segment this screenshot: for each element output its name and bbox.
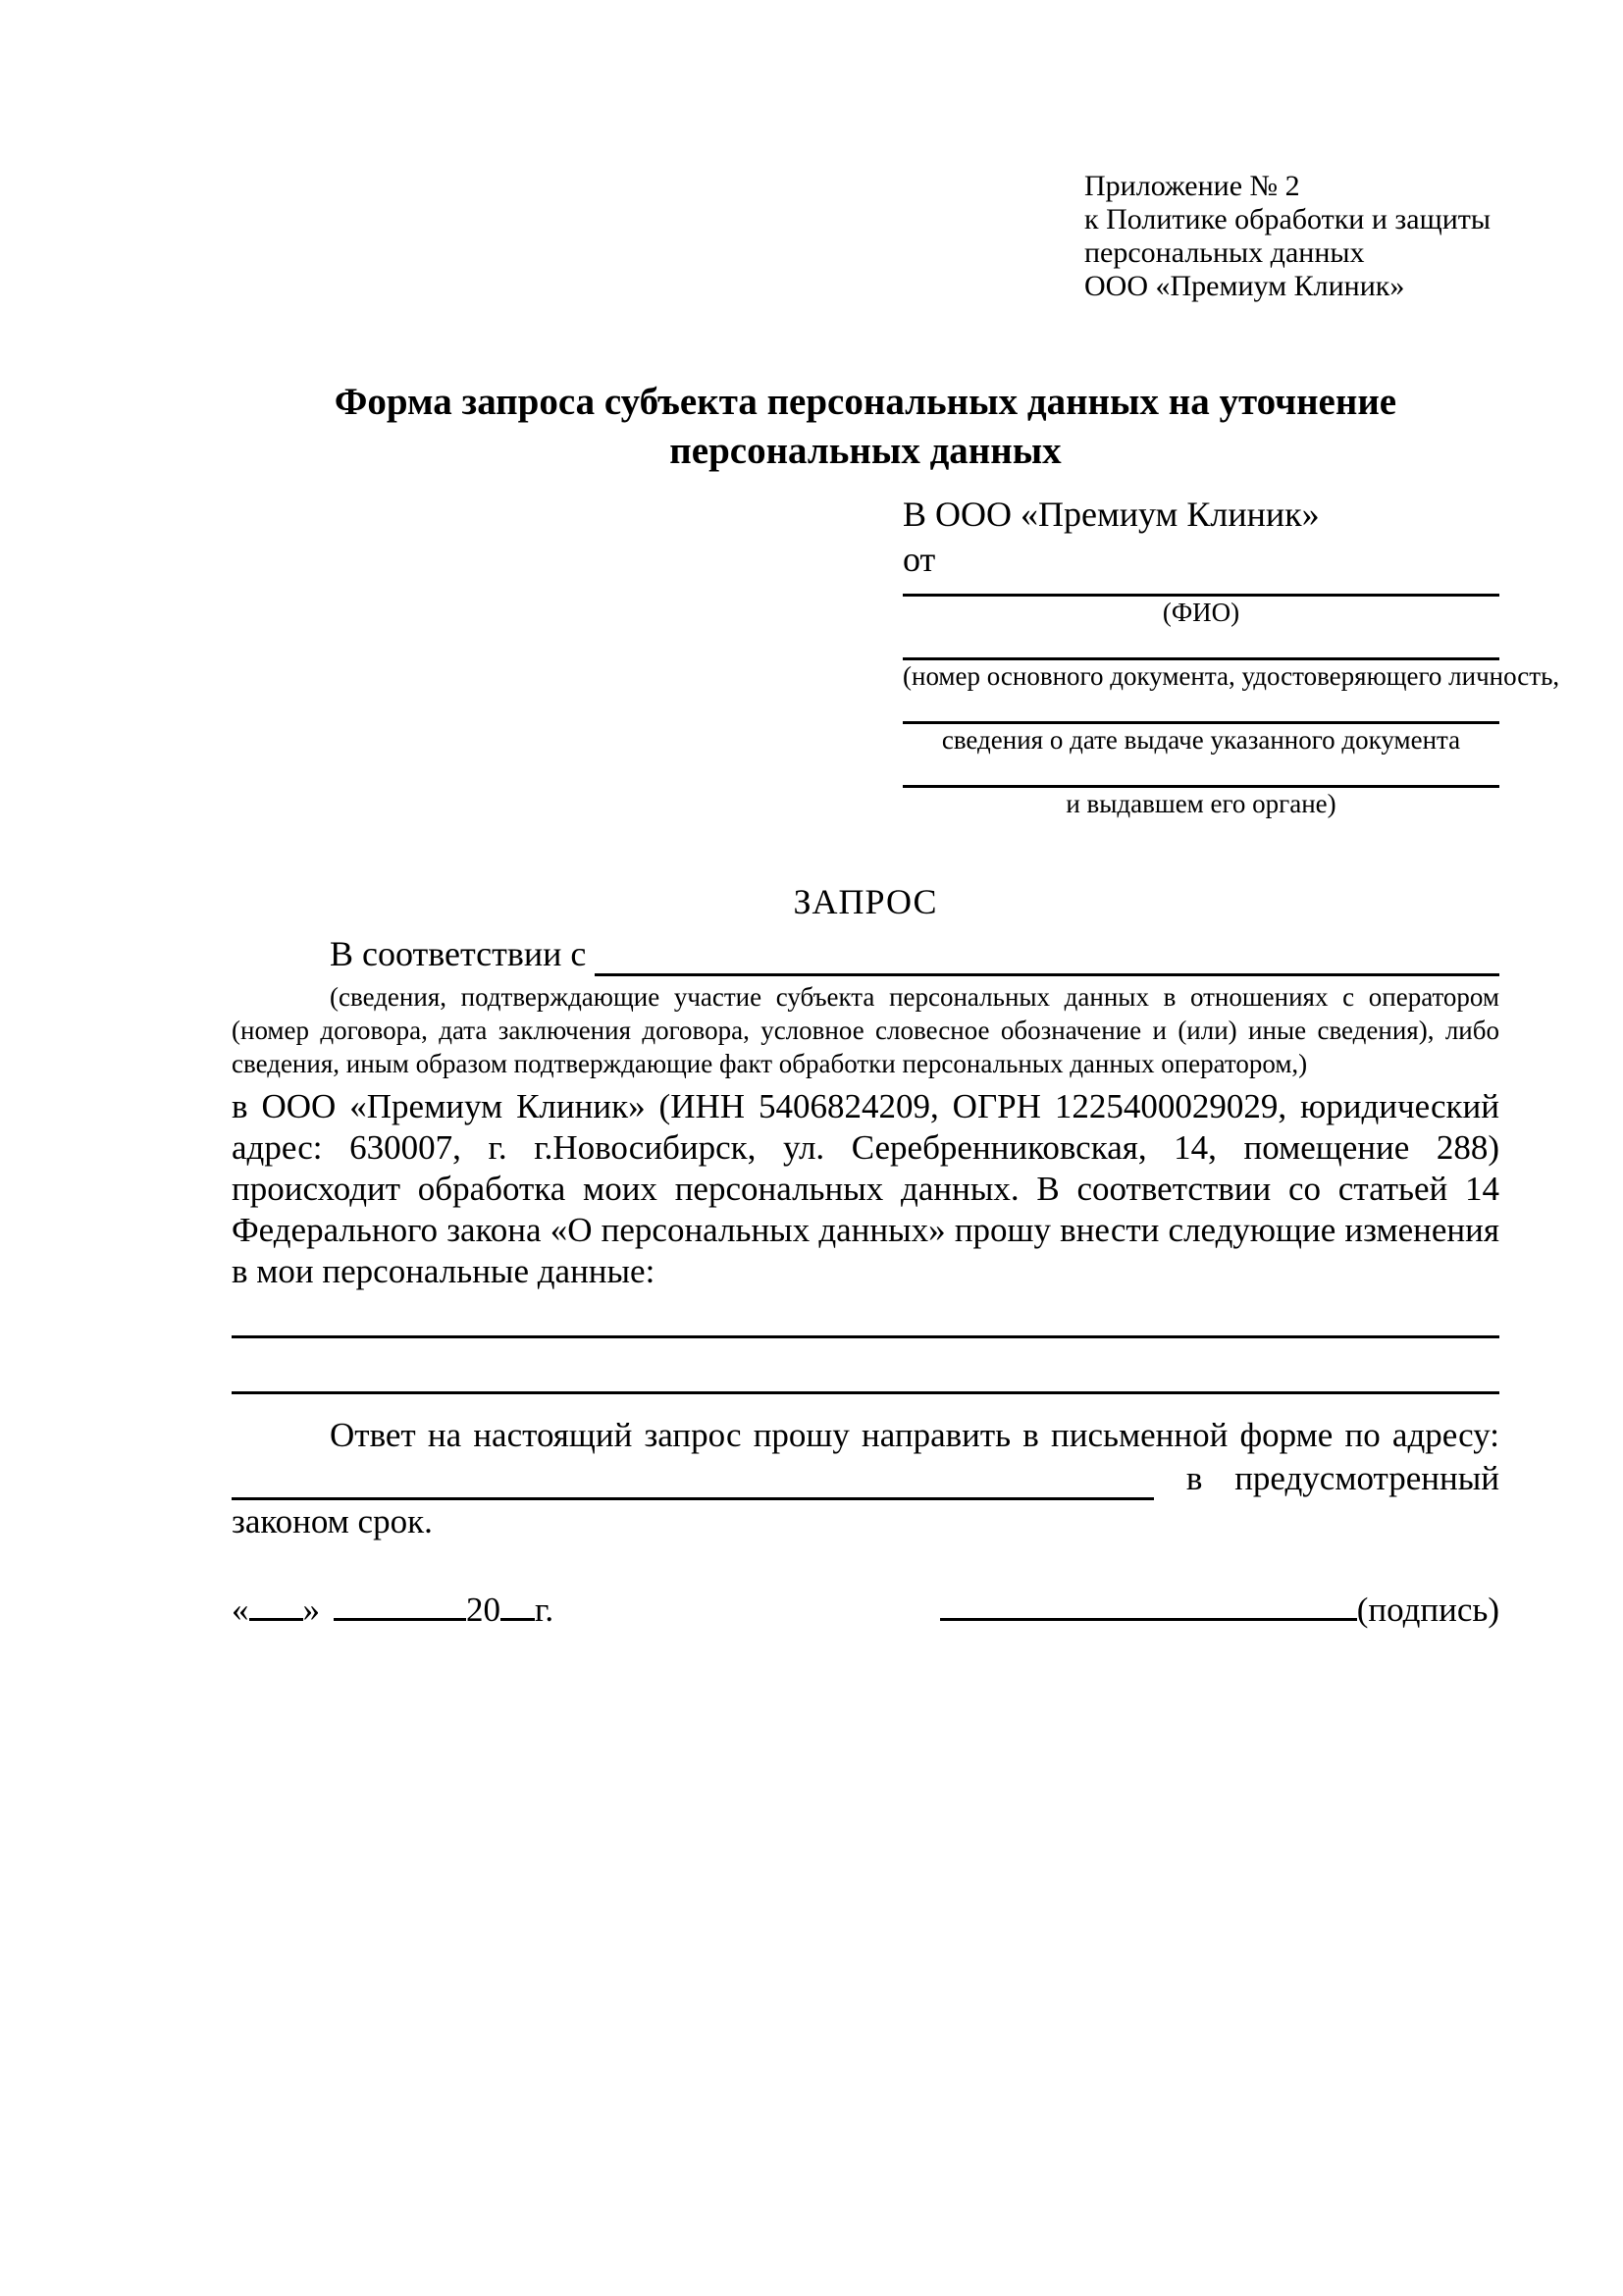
reply-word-in: в <box>1185 1459 1203 1497</box>
write-line-issuing-authority <box>903 769 1499 788</box>
reply-address-blank-line <box>232 1464 1154 1500</box>
page-content <box>232 0 1560 1632</box>
accordance-note: (сведения, подтверждающие участие субъекта персональных данных в отношениях с оператором (номер договора, дата заключения договора, условное словесное обозначение и (или) иные сведения), либо сведения, иным образом подтверждающие факт обработки персональных данных оператором,) <box>232 982 1499 1078</box>
date-open-quote: « <box>232 1591 249 1629</box>
caption-issue-date: сведения о дате выдаче указанного документа <box>941 725 1461 755</box>
appendix-line: к Политике обработки и защиты <box>1084 203 1492 235</box>
day-blank <box>249 1591 303 1621</box>
addressee-field-document-number <box>903 642 1560 692</box>
addressee-block <box>903 492 1560 819</box>
date-group <box>232 1589 553 1632</box>
date-close-quote: » <box>302 1591 320 1629</box>
caption-fio: (ФИО) <box>1162 598 1240 627</box>
reply-line-1: Ответ на настоящий запрос прошу направить в письменной форме по адресу: <box>330 1416 1499 1454</box>
addressee-field-issue-date <box>903 705 1499 756</box>
addressee-field-fio <box>903 582 1499 628</box>
date-signature-row <box>232 1589 1499 1632</box>
blank-rule-1 <box>232 1335 1499 1338</box>
accordance-blank-line <box>595 938 1499 976</box>
appendix-line: персональных данных <box>1084 236 1365 269</box>
accordance-prefix: В соответствии с <box>330 934 596 973</box>
addressee-from: от <box>903 540 936 579</box>
caption-issuing-authority: и выдавшем его органе) <box>1066 789 1336 818</box>
write-line-document-number <box>903 642 1499 660</box>
request-body: в ООО «Премиум Клиник» (ИНН 5406824209, ОГРН 1225400029029, юридический адрес: 630007, г. г.Новосибирск, ул. Серебренниковская, 14, помещение 288) происходит обработка моих персональных данных. В соответствии со статьей 14 Федерального закона «О персональных данных» прошу внести следующие изменения в мои персональные данные: <box>232 1087 1499 1290</box>
signature-caption: (подпись) <box>1356 1591 1499 1629</box>
year-blank <box>500 1591 535 1621</box>
reply-line-2 <box>232 1457 1499 1500</box>
reply-word-term: предусмотренный <box>1234 1459 1499 1497</box>
accordance-line <box>232 931 1499 976</box>
request-heading: ЗАПРОС <box>793 882 938 921</box>
year-suffix: г. <box>535 1591 554 1629</box>
appendix-block <box>1084 170 1499 303</box>
month-blank <box>334 1591 466 1621</box>
appendix-line: Приложение № 2 <box>1084 170 1300 202</box>
year-text: 20 <box>466 1591 500 1629</box>
document-title: Форма запроса субъекта персональных данных на уточнение персональных данных <box>334 381 1397 472</box>
addressee-field-issuing-authority <box>903 769 1499 819</box>
signature-blank-line <box>940 1591 1357 1621</box>
caption-document-number: (номер основного документа, удостоверяющего личность, <box>903 661 1560 691</box>
signature-group <box>940 1589 1499 1632</box>
appendix-line: ООО «Премиум Клиник» <box>1084 270 1405 302</box>
reply-line-3: законом срок. <box>232 1502 433 1540</box>
addressee-to: В ООО «Премиум Клиник» <box>903 495 1320 534</box>
write-line-fio <box>903 582 1499 597</box>
write-line-issue-date <box>903 705 1499 724</box>
blank-rule-2 <box>232 1391 1499 1394</box>
